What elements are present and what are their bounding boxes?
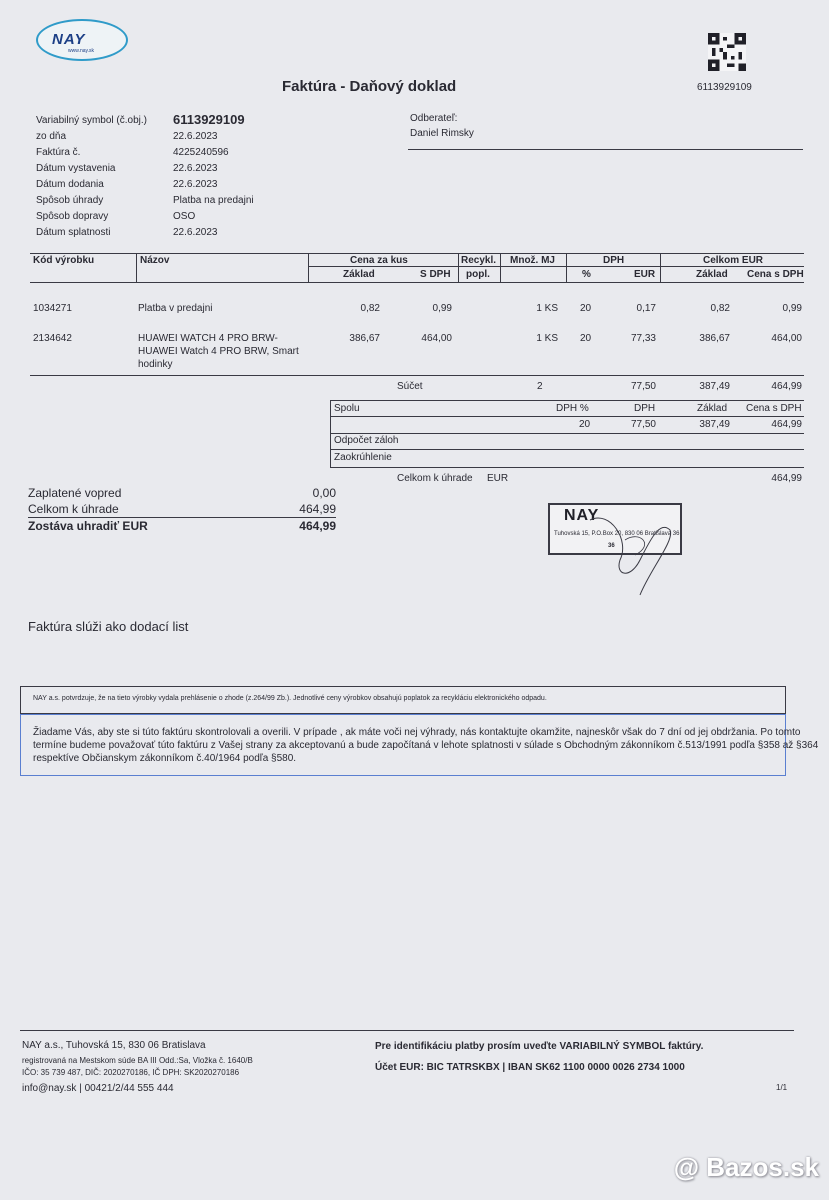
row-base: 0,82	[360, 303, 380, 314]
th-price-vat: S DPH	[420, 269, 451, 280]
row-name-line2: HUAWEI Watch 4 PRO BRW, Smart	[138, 346, 299, 357]
table-top-line	[30, 253, 804, 254]
stamp-logo: NAY	[564, 507, 600, 524]
remaining-label: Zostáva uhradiť EUR	[28, 519, 148, 533]
row-vat-pct: 20	[580, 303, 592, 314]
prepaid-value: 0,00	[312, 486, 336, 500]
delivery-note: Faktúra slúži ako dodací list	[28, 619, 189, 634]
doc-number: 6113929109	[697, 82, 752, 93]
bazos-watermark: @ Bazos.sk	[673, 1152, 819, 1182]
th-recycle: Recykl.	[461, 255, 497, 266]
th-vat-eur: EUR	[634, 269, 656, 280]
sum-vat: 77,50	[630, 381, 656, 392]
row-name: Platba v predajni	[138, 303, 213, 314]
row-qty: 1 KS	[536, 303, 558, 314]
prepaid-label: Zaplatené vopred	[28, 486, 122, 500]
page-number: 1/1	[776, 1083, 788, 1092]
sum-total: 464,99	[771, 381, 802, 392]
th-total-vat: Cena s DPH	[747, 269, 804, 280]
th-price-base: Základ	[343, 269, 375, 280]
info-value-invoice-no: 4225240596	[173, 147, 229, 158]
footer-company: NAY a.s., Tuhovská 15, 830 06 Bratislava	[22, 1040, 206, 1051]
table-subheader-line	[308, 266, 804, 267]
info-value-delivery-date: 22.6.2023	[173, 179, 218, 190]
info-label-date-order: zo dňa	[36, 131, 67, 142]
row-base: 386,67	[349, 333, 380, 344]
row-name: HUAWEI WATCH 4 PRO BRW-	[138, 333, 278, 344]
row-qty: 1 KS	[536, 333, 558, 344]
notice-line1: Žiadame Vás, aby ste si túto faktúru skontrolovali a overili. V prípade , ak máte voči nej výhrady, nás kontaktujte okamžite, najneskôr však do 7 dní od jej obdržania. Po tomto	[33, 727, 801, 738]
info-value-varsym: 6113929109	[173, 112, 245, 127]
info-label-due-date: Dátum splatnosti	[36, 227, 111, 238]
notice-line2: termíne budeme považovať túto faktúru z Vašej strany za akceptovanú a bude započítaná v lehote splatnosti v súlade s Obchodným zákonníkom č.513/1991 podľa §358 až §364	[33, 740, 819, 751]
stamp-address: Tuhovská 15, P.O.Box 20, 830 06 Bratislava 36	[554, 531, 680, 537]
row-name-line3: hodinky	[138, 359, 173, 370]
th-vat: DPH	[603, 255, 625, 266]
notice-line3: respektíve Občianskym zákonníkom č.40/1964 podľa §580.	[33, 753, 297, 764]
table-bottom-line	[30, 375, 804, 376]
rounding-label: Zaokrúhlenie	[334, 452, 392, 463]
grand-total-value: 464,99	[771, 473, 802, 484]
row-code: 2134642	[33, 333, 72, 344]
spolu-vat: 77,50	[630, 419, 656, 430]
row-with-vat: 464,00	[421, 333, 452, 344]
invoice-title: Faktúra - Daňový doklad	[282, 78, 457, 95]
row-code: 1034271	[33, 303, 72, 314]
info-value-date-order: 22.6.2023	[173, 131, 218, 142]
info-value-issue-date: 22.6.2023	[173, 163, 218, 174]
footer-account: Účet EUR: BIC TATRSKBX | IBAN SK62 1100 0000 0026 2734 1000	[375, 1062, 685, 1073]
spolu-col-total: Cena s DPH	[746, 403, 802, 414]
footer-payment-note: Pre identifikáciu platby prosím uveďte VARIABILNÝ SYMBOL faktúry.	[375, 1041, 704, 1052]
row-total-vat: 0,99	[782, 303, 802, 314]
th-price: Cena za kus	[350, 255, 408, 266]
info-label-invoice-no: Faktúra č.	[36, 147, 81, 158]
row-total-base: 386,67	[699, 333, 730, 344]
spolu-col-pct: DPH %	[556, 403, 589, 414]
recipient-label: Odberateľ:	[410, 113, 458, 124]
logo-url: www.nay.sk	[68, 48, 95, 54]
info-value-shipping: OSO	[173, 211, 196, 222]
footer-contact: info@nay.sk | 00421/2/44 555 444	[22, 1083, 174, 1094]
spolu-label: Spolu	[334, 403, 360, 414]
recipient-divider	[408, 149, 803, 150]
row-total-base: 0,82	[710, 303, 730, 314]
spolu-pct: 20	[579, 419, 591, 430]
row-with-vat: 0,99	[432, 303, 452, 314]
row-total-vat: 464,00	[771, 333, 802, 344]
th-vat-pct: %	[582, 269, 591, 280]
notice-conformity-text: NAY a.s. potvrdzuje, že na tieto výrobky vydala prehlásenie o zhode (z.264/99 Zb.). Jednotlivé ceny výrobkov obsahujú poplatok za recykláciu elektronického odpadu.	[33, 695, 547, 702]
payment-total-label: Celkom k úhrade	[28, 502, 119, 516]
row-vat-eur: 0,17	[636, 303, 656, 314]
grand-total-currency: EUR	[487, 473, 509, 484]
remaining-value: 464,99	[299, 519, 336, 533]
th-total-base: Základ	[696, 269, 728, 280]
logo-text: NAY	[52, 31, 86, 48]
nay-logo	[36, 19, 128, 61]
sum-base: 387,49	[699, 381, 730, 392]
spolu-base: 387,49	[699, 419, 730, 430]
sum-qty: 2	[537, 381, 543, 392]
info-label-issue-date: Dátum vystavenia	[36, 163, 116, 174]
info-label-delivery-date: Dátum dodania	[36, 179, 104, 190]
info-value-due-date: 22.6.2023	[173, 227, 218, 238]
notice-box-conformity	[20, 686, 786, 714]
table-header-bottom	[30, 282, 804, 283]
row-vat-pct: 20	[580, 333, 592, 344]
grand-total-label: Celkom k úhrade	[397, 473, 473, 484]
recipient-name: Daniel Rimsky	[410, 128, 474, 139]
spolu-total: 464,99	[771, 419, 802, 430]
th-qty: Množ. MJ	[510, 255, 555, 266]
payment-total-value: 464,99	[299, 502, 336, 516]
notice-box-verification	[20, 714, 819, 776]
stamp-line2: 36	[608, 543, 615, 549]
spolu-col-vat: DPH	[634, 403, 656, 414]
qr-code-icon	[708, 33, 746, 71]
row-vat-eur: 77,33	[630, 333, 656, 344]
footer-divider	[20, 1030, 794, 1031]
sum-label: Súčet	[397, 381, 423, 392]
th-recycle2: popl.	[466, 269, 490, 280]
footer-ids: IČO: 35 739 487, DIČ: 2020270186, IČ DPH: SK2020270186	[22, 1068, 240, 1077]
spolu-col-base: Základ	[697, 403, 728, 414]
footer-register: registrovaná na Mestskom súde BA III Odd.:Sa, Vložka č. 1640/B	[22, 1056, 253, 1065]
th-name: Názov	[140, 255, 170, 266]
info-label-varsym: Variabilný symbol (č.obj.)	[36, 115, 147, 126]
info-value-payment-method: Platba na predajni	[173, 195, 254, 206]
advance-label: Odpočet záloh	[334, 435, 399, 446]
signature-icon	[580, 500, 690, 600]
th-total: Celkom EUR	[703, 255, 764, 266]
info-label-shipping: Spôsob dopravy	[36, 211, 109, 222]
info-label-payment-method: Spôsob úhrady	[36, 195, 104, 206]
th-code: Kód výrobku	[33, 255, 95, 266]
